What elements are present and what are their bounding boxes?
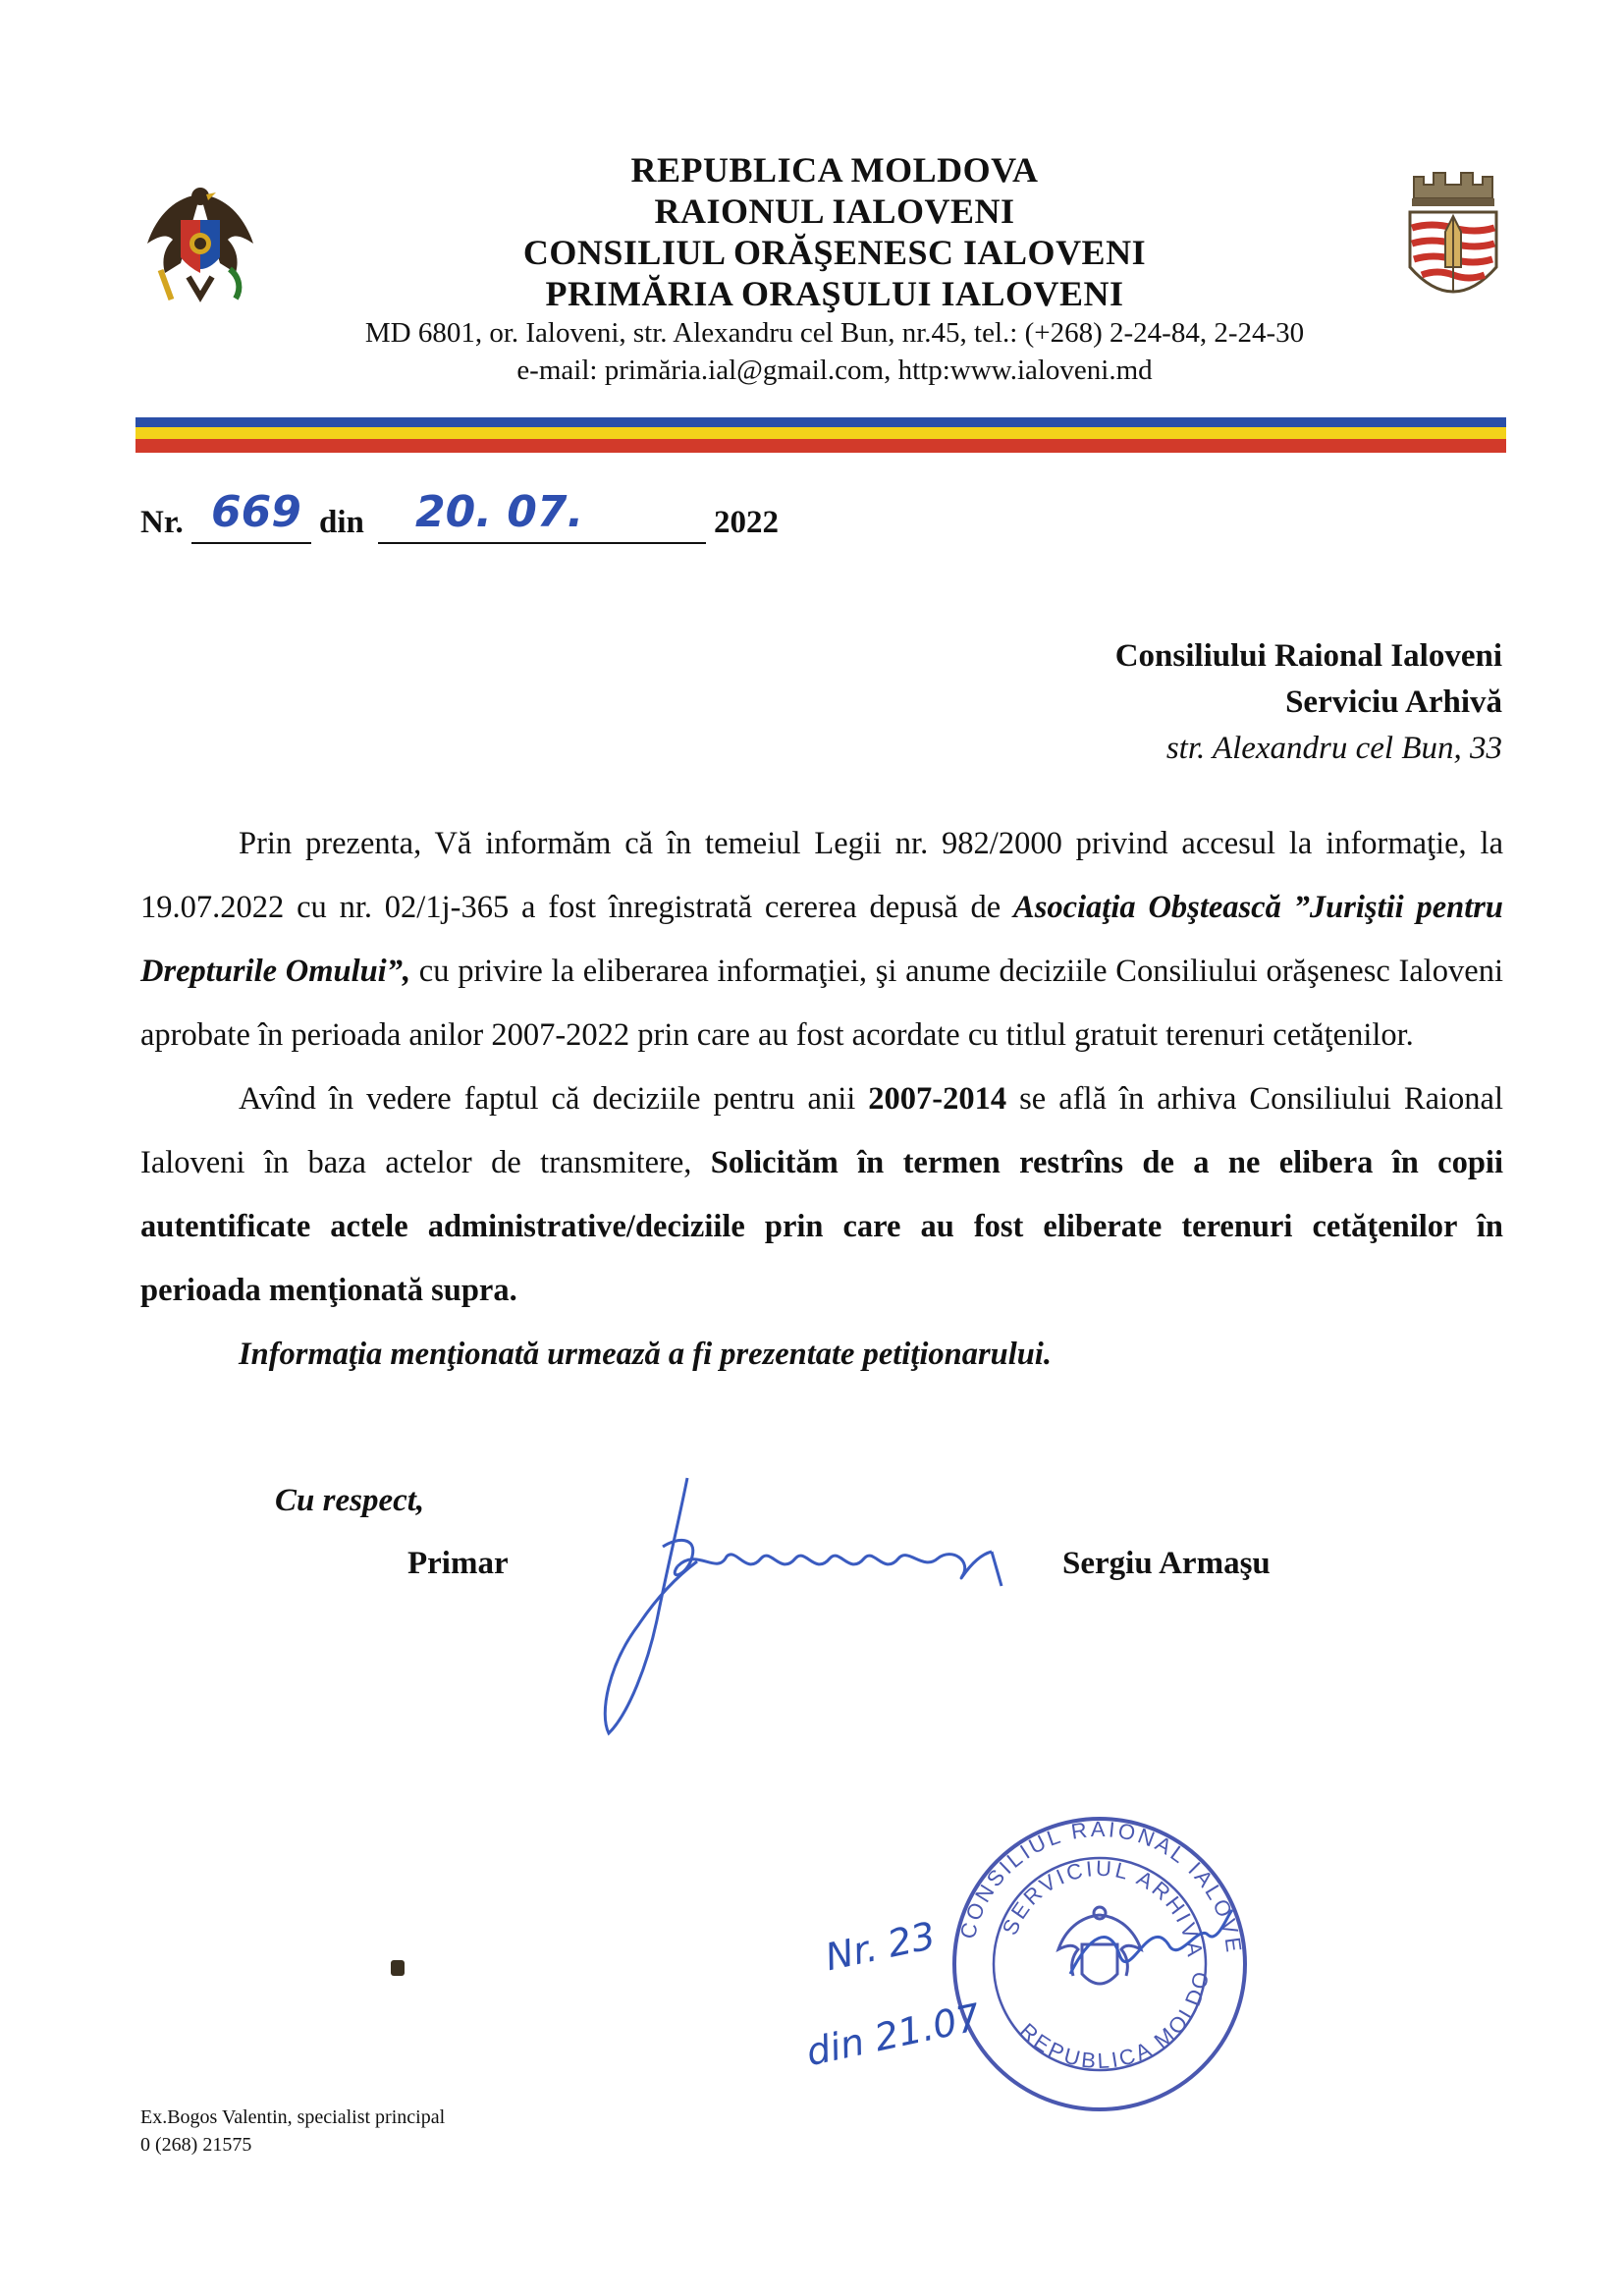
- paragraph-2: [140, 1067, 1503, 1323]
- mayor-signature-icon: [569, 1468, 1031, 1743]
- stamp-handwritten-nr: Nr. 23: [821, 1913, 940, 1980]
- signatory-name: Sergiu Armaşu: [1062, 1546, 1271, 1581]
- header-country: REPUBLICA MOLDOVA: [630, 150, 1039, 190]
- p2-text-b: se află în arhiva Consiliului Raional Ialoveni în baza actelor de transmitere,: [140, 1081, 1504, 1180]
- year: 2022: [714, 505, 779, 540]
- din-label: din: [319, 505, 364, 540]
- header-stripe-red: [135, 439, 1506, 453]
- stamp-bottom-text: REPUBLICA MOLDO: [1014, 1966, 1215, 2074]
- paragraph-1: [140, 812, 1503, 1067]
- p2-text-a: Avînd în vedere faptul că deciziile pentru anii: [239, 1081, 869, 1117]
- footer-executor: Ex.Bogos Valentin, specialist principal: [140, 2106, 446, 2128]
- p1-text-a: Prin prezenta, Vă informăm că în temeiul Legii nr. 982/2000 privind accesul la informaţie, la 19.07.2022 cu nr. 02/1j-365 a fost înregistrată cererea depusă de: [140, 826, 1503, 925]
- nr-label: Nr.: [140, 505, 184, 540]
- stamp-handwritten-date: din 21.07: [802, 1995, 985, 2075]
- footer-phone: 0 (268) 21575: [140, 2134, 252, 2156]
- p1-text-b: cu privire la eliberarea informaţiei, şi anume deciziile Consiliului orăşenesc Ialoveni aprobate în perioada anilor 2007-2022 prin care au fost acordate cu titlul gratuit terenuri cetăţenilor.: [140, 954, 1503, 1053]
- header-address: MD 6801, or. Ialoveni, str. Alexandru cel Bun, nr.45, tel.: (+268) 2-24-84, 2-24-30: [364, 317, 1305, 349]
- stamp-inner-text: SERVICIUL ARHIVĂ: [997, 1855, 1209, 1961]
- closing-regards: Cu respect,: [275, 1483, 425, 1518]
- date-value: 20. 07.: [415, 487, 584, 537]
- header-stripe-yellow: [135, 427, 1506, 439]
- registration-line: [140, 487, 808, 560]
- footer: [140, 2104, 445, 2159]
- signatory-title: Primar: [407, 1546, 509, 1581]
- letter-body: [140, 812, 1503, 1387]
- stamp-outer-top: CONSILIUL RAIONAL IALOVE: [954, 1817, 1247, 1957]
- letterhead: [196, 149, 1473, 389]
- date-underline: [378, 542, 706, 544]
- p1-organization: Asociaţia Obştească ”Juriştii pentru Drepturile Omului”,: [140, 890, 1503, 989]
- header-contact: e-mail: primăria.ial@gmail.com, http:www.ialoveni.md: [516, 355, 1153, 386]
- recipient-name: Consiliului Raional Ialoveni: [1114, 638, 1502, 674]
- header-stripe-blue: [135, 417, 1506, 427]
- paragraph-3: [140, 1323, 1503, 1387]
- header-council: CONSILIUL ORĂŞENESC IALOVENI: [522, 233, 1147, 272]
- recipient-department: Serviciu Arhivă: [1285, 684, 1502, 720]
- p2-request: Solicităm în termen restrîns de a ne elibera în copii autentificate actele administrative/deciziile prin care au fost eliberate terenuri cetăţenilor în perioada menţionată supra.: [140, 1145, 1503, 1308]
- nr-underline: [191, 542, 311, 544]
- p2-years: 2007-2014: [868, 1081, 1007, 1117]
- recipient-address: str. Alexandru cel Bun, 33: [1165, 731, 1502, 766]
- p3-text: Informaţia menţionată urmează a fi prezentate petiţionarului.: [239, 1337, 1052, 1372]
- recipient-block: [1115, 633, 1502, 772]
- stamp-overwrite-scribble-icon: [1060, 1895, 1237, 2003]
- scan-speck-icon: [391, 1960, 405, 1976]
- nr-value: 669: [211, 487, 301, 537]
- header-district: RAIONUL IALOVENI: [654, 191, 1015, 231]
- header-mayoralty: PRIMĂRIA ORAŞULUI IALOVENI: [545, 274, 1124, 313]
